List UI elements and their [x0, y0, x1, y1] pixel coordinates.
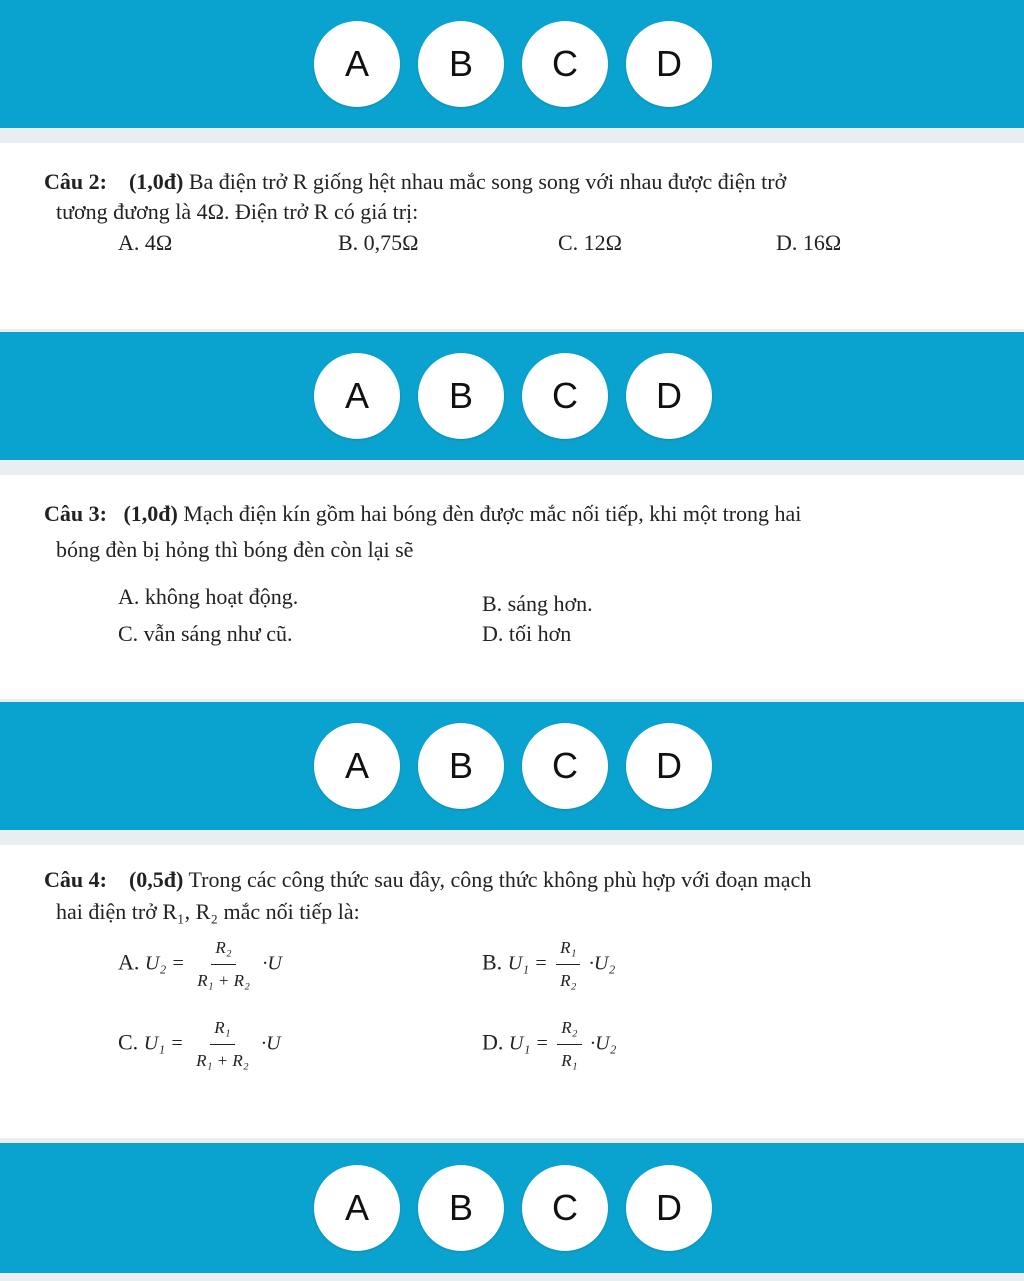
formula-b-rhs: ·U₂: [588, 952, 616, 975]
question-3-line-1: [44, 499, 801, 529]
option-a-button[interactable]: A: [314, 353, 400, 439]
question-4-points: (0,5đ): [128, 867, 184, 892]
option-b-button[interactable]: B: [418, 21, 504, 107]
formula-b-denominator: R₂: [560, 971, 577, 990]
formula-option-a: [118, 933, 282, 996]
question-card-2: [0, 143, 1024, 329]
formula-b-letter: B.: [482, 949, 503, 975]
formula-c-fraction: [192, 1013, 253, 1076]
answer-3-b: B. sáng hơn.: [482, 591, 593, 616]
answer-2-c: C. 12Ω: [558, 230, 623, 255]
formula-c-lhs: U₁ =: [143, 1032, 184, 1055]
answer-2-d: D. 16Ω: [776, 230, 842, 255]
formula-c-numerator: R₁: [210, 1013, 234, 1045]
question-3-text-2: bóng đèn bị hỏng thì bóng đèn còn lại sẽ: [56, 537, 414, 562]
option-d-button[interactable]: D: [626, 723, 712, 809]
option-b-button[interactable]: B: [418, 1165, 504, 1251]
question-3-label: Câu 3:: [44, 501, 107, 526]
question-4-text-2: hai điện trở R₁, R₂ mắc nối tiếp là:: [56, 899, 360, 924]
formula-a-denominator: R₁ + R₂: [197, 971, 250, 990]
formula-option-d: [482, 1013, 617, 1076]
option-a-button[interactable]: A: [314, 21, 400, 107]
option-c-button[interactable]: C: [522, 1165, 608, 1251]
formula-d-letter: D.: [482, 1029, 504, 1055]
option-d-button[interactable]: D: [626, 21, 712, 107]
formula-c-rhs: ·U: [261, 1032, 281, 1055]
question-2-label: Câu 2:: [44, 169, 107, 194]
question-2-text-1: Ba điện trở R giống hệt nhau mắc song song với nhau được điện trở: [188, 169, 787, 194]
option-c-button[interactable]: C: [522, 723, 608, 809]
answer-3-a: A. không hoạt động.: [118, 584, 299, 609]
formula-b-numerator: R₁: [556, 933, 580, 965]
answer-2-a: A. 4Ω: [118, 230, 173, 255]
formula-a-lhs: U₂ =: [144, 952, 185, 975]
formula-a-letter: A.: [118, 949, 140, 975]
question-2-points: (1,0đ): [128, 169, 184, 194]
formula-c-letter: C.: [118, 1029, 139, 1055]
question-3-text-1: Mạch điện kín gồm hai bóng đèn được mắc nối tiếp, khi một trong hai: [183, 501, 802, 526]
formula-option-b: [482, 933, 615, 996]
formula-d-fraction: [557, 1013, 581, 1076]
answer-bar-3: [0, 702, 1024, 830]
question-2-text-2: tương đương là 4Ω. Điện trở R có giá trị:: [56, 199, 419, 224]
option-c-button[interactable]: C: [522, 21, 608, 107]
answer-2-b: B. 0,75Ω: [338, 230, 419, 255]
question-4-line-1: [44, 865, 811, 895]
option-d-button[interactable]: D: [626, 1165, 712, 1251]
question-2-line-1: [44, 167, 786, 197]
formula-a-numerator: R₂: [211, 933, 235, 965]
option-b-button[interactable]: B: [418, 723, 504, 809]
answer-bar-2: [0, 332, 1024, 460]
question-4-label: Câu 4:: [44, 867, 107, 892]
formula-d-denominator: R₁: [561, 1051, 578, 1070]
question-3-points: (1,0đ): [123, 501, 178, 526]
answer-3-d: D. tối hơn: [482, 621, 572, 646]
question-card-3: [0, 475, 1024, 699]
answer-3-c: C. vẫn sáng như cũ.: [118, 621, 293, 646]
formula-d-rhs: ·U₂: [590, 1032, 617, 1055]
formula-c-denominator: R₁ + R₂: [196, 1051, 249, 1070]
formula-a-fraction: [193, 933, 254, 996]
formula-option-c: [118, 1013, 281, 1076]
option-a-button[interactable]: A: [314, 723, 400, 809]
question-4-text-1: Trong các công thức sau đây, công thức không phù hợp với đoạn mạch: [188, 867, 812, 892]
option-b-button[interactable]: B: [418, 353, 504, 439]
formula-b-fraction: [556, 933, 580, 996]
answer-bar-4: [0, 1143, 1024, 1273]
answer-bar-1: [0, 0, 1024, 128]
option-c-button[interactable]: C: [522, 353, 608, 439]
option-d-button[interactable]: D: [626, 353, 712, 439]
formula-a-rhs: ·U: [262, 952, 282, 975]
question-card-4: [0, 845, 1024, 1138]
formula-d-numerator: R₂: [557, 1013, 581, 1045]
option-a-button[interactable]: A: [314, 1165, 400, 1251]
formula-d-lhs: U₁ =: [508, 1032, 549, 1055]
formula-b-lhs: U₁ =: [507, 952, 548, 975]
